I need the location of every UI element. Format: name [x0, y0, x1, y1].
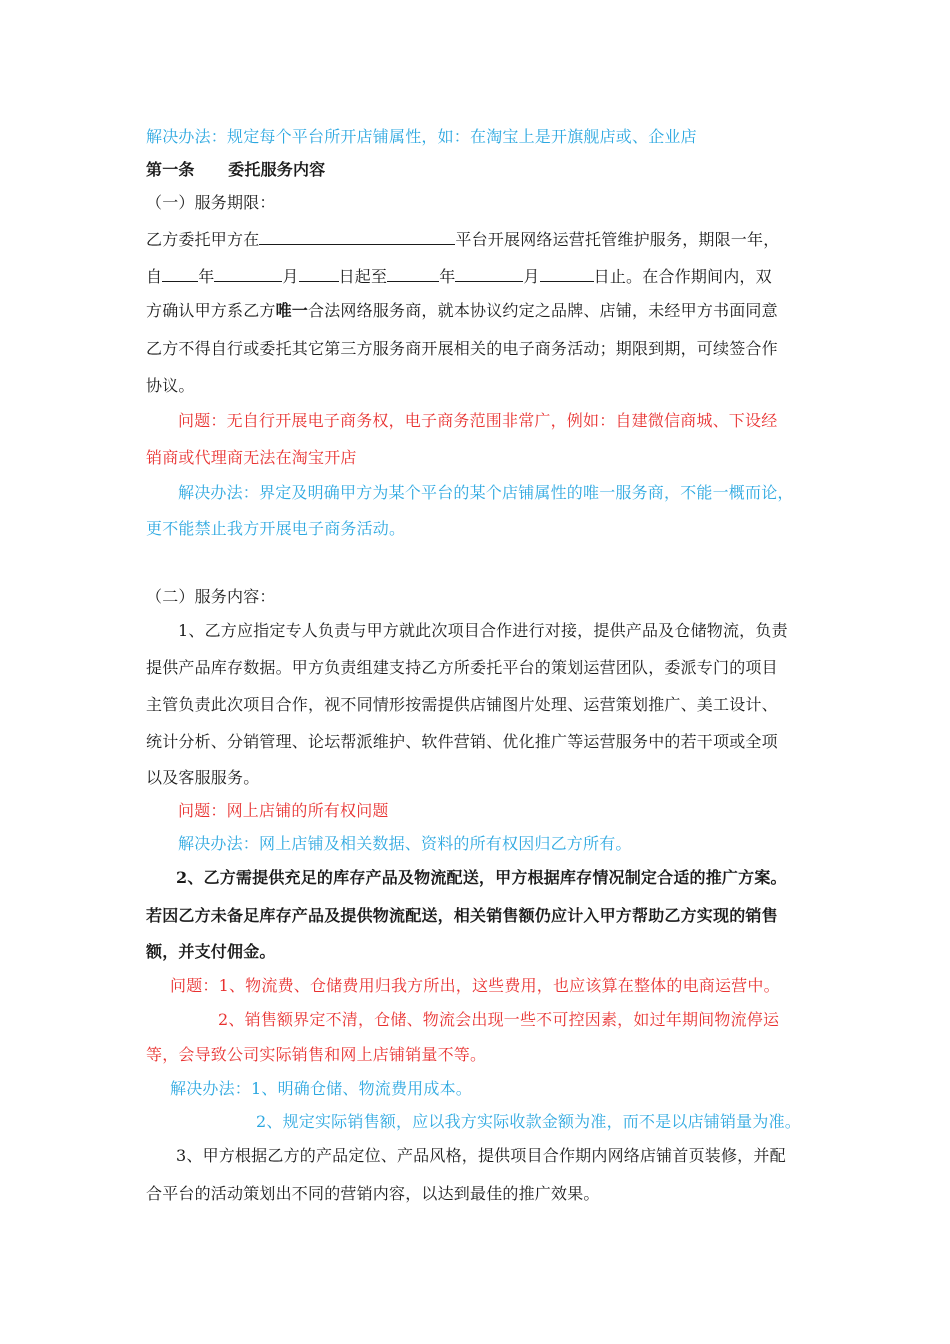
paragraph-line: 乙方不得自行或委托其它第三方服务商开展相关的电子商务活动；期限到期，可续签合作	[146, 339, 778, 358]
emphasis-sole: 唯一	[275, 301, 309, 320]
clause-line-bold: 若因乙方未备足库存产品及提供物流配送，相关销售额仍应计入甲方帮助乙方实现的销售	[146, 906, 778, 925]
paragraph-line	[146, 226, 779, 251]
article-heading	[146, 159, 325, 181]
paragraph-line: 协议。	[146, 376, 195, 395]
article-number: 第一条	[146, 160, 195, 179]
paragraph-line: 主管负责此次项目合作，视不同情形按需提供店铺图片处理、运营策划推广、美工设计、	[146, 695, 778, 714]
paragraph-line: 1、乙方应指定专人负责与甲方就此次项目合作进行对接，提供产品及仓储物流，负责	[178, 621, 788, 640]
solution-note: 更不能禁止我方开展电子商务活动。	[146, 519, 406, 538]
paragraph-line: 提供产品库存数据。甲方负责组建支持乙方所委托平台的策划运营团队，委派专门的项目	[146, 658, 778, 677]
solution-note: 解决办法：界定及明确甲方为某个平台的某个店铺属性的唯一服务商，不能一概而论，	[178, 483, 794, 502]
paragraph-line	[146, 263, 772, 288]
start-year-blank	[162, 263, 198, 282]
solution-note: 解决办法：网上店铺及相关数据、资料的所有权因归乙方所有。	[178, 834, 632, 853]
clause-line-bold: 2、乙方需提供充足的库存产品及物流配送，甲方根据库存情况制定合适的推广方案。	[176, 868, 787, 887]
paragraph-line	[146, 300, 778, 322]
end-year-blank	[387, 263, 439, 282]
text-run: 方确认甲方系乙方	[146, 301, 276, 320]
paragraph-line: 以及客服服务。	[146, 768, 260, 787]
problem-note: 问题：网上店铺的所有权问题	[178, 801, 389, 820]
problem-note: 问题：1、物流费、仓储费用归我方所出，这些费用，也应该算在整体的电商运营中。	[170, 976, 780, 995]
text-run: 日止。在合作期间内，双	[593, 267, 772, 286]
text-run: 年	[198, 267, 215, 286]
end-day-blank	[540, 263, 594, 282]
start-month-blank	[214, 263, 282, 282]
paragraph-line: 统计分析、分销管理、论坛帮派维护、软件营销、优化推广等运营服务中的若干项或全项	[146, 732, 778, 751]
solution-note: 2、规定实际销售额，应以我方实际收款金额为准，而不是以店铺销量为准。	[256, 1112, 801, 1131]
platform-blank-field	[259, 226, 455, 245]
end-month-blank	[455, 263, 523, 282]
text-run: 日起至	[338, 267, 388, 286]
section-heading-content: （二）服务内容：	[146, 587, 276, 606]
problem-note: 等，会导致公司实际销售和网上店铺销量不等。	[146, 1045, 487, 1064]
text-run: 平台开展网络运营托管维护服务，期限一年，	[455, 230, 780, 249]
problem-note: 2、销售额界定不清，仓储、物流会出现一些不可控因素，如过年期间物流停运	[218, 1010, 780, 1029]
text-run: 年	[439, 267, 456, 286]
solution-note: 解决办法：1、明确仓储、物流费用成本。	[170, 1079, 472, 1098]
text-run: 自	[146, 267, 163, 286]
text-run: 乙方委托甲方在	[146, 230, 260, 249]
paragraph-line: 合平台的活动策划出不同的营销内容，以达到最佳的推广效果。	[146, 1184, 600, 1203]
section-heading-term: （一）服务期限：	[146, 193, 276, 212]
paragraph-line: 3、甲方根据乙方的产品定位、产品风格，提供项目合作期内网络店铺首页装修，并配	[176, 1146, 786, 1165]
problem-note: 问题：无自行开展电子商务权，电子商务范围非常广，例如：自建微信商城、下设经	[178, 411, 778, 430]
problem-note: 销商或代理商无法在淘宝开店	[146, 448, 357, 467]
start-day-blank	[299, 263, 339, 282]
clause-line-bold: 额，并支付佣金。	[146, 942, 276, 961]
text-run: 月	[282, 267, 299, 286]
solution-note-shop-type: 解决办法：规定每个平台所开店铺属性，如：在淘宝上是开旗舰店或、企业店	[146, 127, 697, 146]
text-run: 合法网络服务商，就本协议约定之品牌、店铺，未经甲方书面同意	[308, 301, 778, 320]
article-title: 委托服务内容	[228, 160, 326, 179]
text-run: 月	[523, 267, 540, 286]
